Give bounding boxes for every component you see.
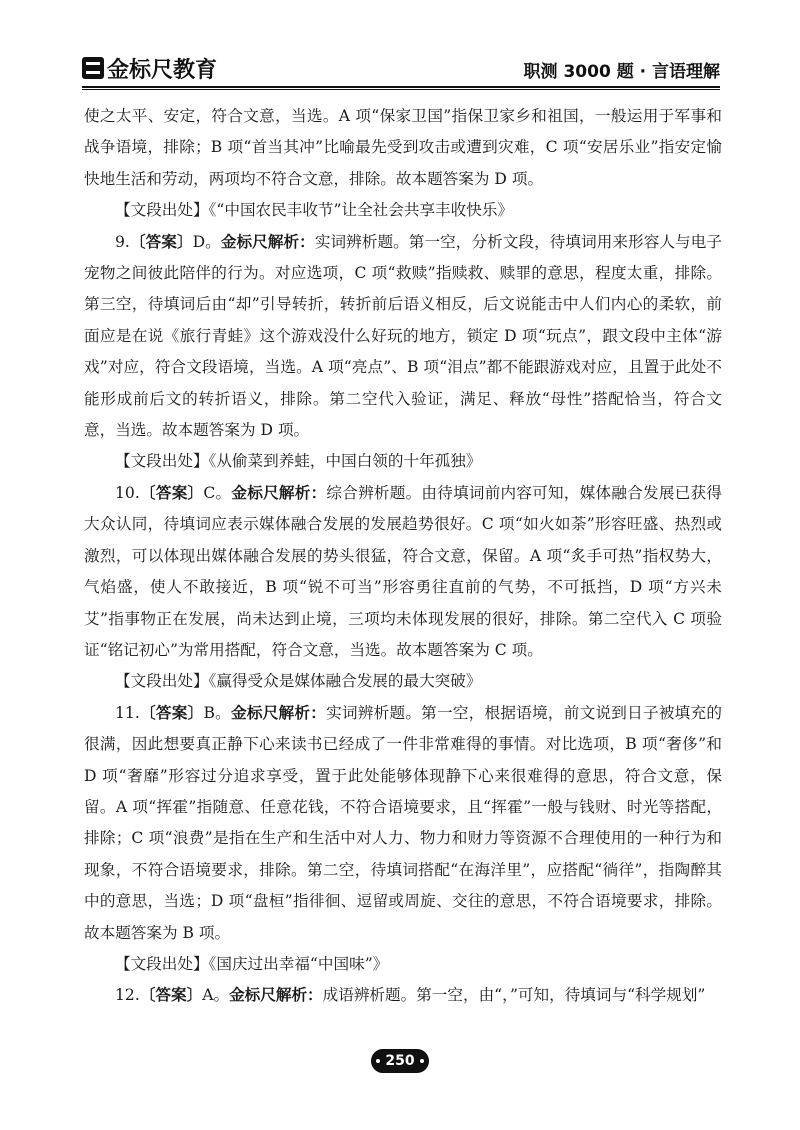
question-12-explanation xyxy=(84,980,722,1011)
analysis-label: 金标尺解析： xyxy=(231,483,327,502)
paragraph-continued: 使之太平、安定，符合文意，当选。A 项“保家卫国”指保卫家乡和祖国，一般运用于军事和战争语境，排除；B 项“首当其冲”比喻最先受到攻击或遭到灾难，C 项“安居乐业”指安定愉快地生活和劳动，两项均不符合文意，排除。故本题答案为 D 项。 xyxy=(84,107,722,188)
question-9-explanation xyxy=(84,227,722,447)
analysis-text: 实词辨析题。第一空，分析文段，待填词用来形容人与电子宠物之间彼此陪伴的行为。对应选项，C 项“救赎”指赎救、赎罪的意思，程度太重，排除。第三空，待填词后由“却”引导转折，转折前后语义相反，后文说能击中人们内心的柔软，前面应是在说《旅行青蛙》这个游戏没什么好玩的地方，锁定 D 项“玩点”，跟文段中主体“游戏”对应，符合文段语境，当选。A 项“亮点”、B 项“泪点”都不能跟游戏对应，且置于此处不能形成前后文的转折语义，排除。第二空代入验证，满足、释放“母性”搭配恰当，符合文意，当选。故本题答案为 D 项。 xyxy=(84,232,722,440)
question-11-explanation xyxy=(84,698,722,949)
source-title: 《国庆过出幸福“中国味”》 xyxy=(208,954,389,973)
answer-label: 〔答案〕 xyxy=(139,986,203,1005)
header-rule xyxy=(82,86,720,88)
analysis-label: 金标尺解析： xyxy=(231,703,327,722)
answer-value: D。 xyxy=(192,232,221,251)
analysis-label: 金标尺解析： xyxy=(229,986,323,1005)
analysis-text: 成语辨析题。第一空，由“，”可知，待填词与“科学规划” xyxy=(322,986,706,1005)
source-line xyxy=(84,949,722,980)
answer-value: B。 xyxy=(203,703,232,722)
question-number: 11. xyxy=(115,703,140,722)
source-title: 《赢得受众是媒体融合发展的最大突破》 xyxy=(208,672,482,691)
source-label: 【文段出处】 xyxy=(115,672,209,691)
source-line xyxy=(84,666,722,697)
brand-name: 金标尺教育 xyxy=(107,57,218,83)
header-rule-thin xyxy=(82,89,720,90)
answer-value: C。 xyxy=(203,483,232,502)
question-10-explanation xyxy=(84,478,722,666)
source-title: 《从偷菜到养蛙，中国白领的十年孤独》 xyxy=(208,452,482,471)
page-number: 250 xyxy=(371,1049,429,1073)
analysis-text: 综合辨析题。由待填词前内容可知，媒体融合发展已获得大众认同，待填词应表示媒体融合发展的发展趋势很好。C 项“如火如荼”形容旺盛、热烈或激烈，可以体现出媒体融合发展的势头很猛，符合文意，保留。A 项“炙手可热”指权势大，气焰盛，使人不敢接近，B 项“锐不可当”形容勇往直前的气势，不可抵挡，D 项“方兴未艾”指事物正在发展，尚未达到止境，三项均未体现发展的很好，排除。第二空代入 C 项验证“铭记初心”为常用搭配，符合文意，当选。故本题答案为 C 项。 xyxy=(84,483,722,659)
source-line xyxy=(84,195,722,226)
brand-logo xyxy=(82,55,217,81)
question-number: 12. xyxy=(115,986,140,1005)
source-label: 【文段出处】 xyxy=(115,954,209,973)
brand-mark-icon xyxy=(82,57,104,79)
analysis-label: 金标尺解析： xyxy=(220,232,315,251)
source-label: 【文段出处】 xyxy=(115,201,209,220)
answer-label: 〔答案〕 xyxy=(129,232,193,251)
book-title: 职测 3000 题 · 言语理解 xyxy=(523,62,720,82)
page-body xyxy=(84,101,722,1012)
answer-value: A。 xyxy=(202,986,230,1005)
source-title: 《“中国农民丰收节”让全社会共享丰收快乐》 xyxy=(208,201,514,220)
source-line xyxy=(84,446,722,477)
answer-label: 〔答案〕 xyxy=(139,703,204,722)
source-label: 【文段出处】 xyxy=(115,452,209,471)
answer-label: 〔答案〕 xyxy=(139,483,204,502)
question-number: 10. xyxy=(115,483,140,502)
page-header xyxy=(0,0,800,92)
analysis-text: 实词辨析题。第一空，根据语境，前文说到日子被填充的很满，因此想要真正静下心来读书已经成了一件非常难得的事情。对比选项，B 项“奢侈”和 D 项“奢靡”形容过分追求享受，置于此处能够体现静下心来很难得的意思，符合文意，保留。A 项“挥霍”指随意、任意花钱，不符合语境要求，且“挥霍”一般与钱财、时光等搭配，排除；C 项“浪费”是指在生产和生活中对人力、物力和财力等资源不合理使用的一种行为和现象，不符合语境要求，排除。第二空，待填词搭配“在海洋里”，应搭配“徜徉”，指陶醉其中的意思，当选；D 项“盘桓”指徘徊、逗留或周旋、交往的意思，不符合语境要求，排除。故本题答案为 B 项。 xyxy=(84,703,722,942)
question-number: 9. xyxy=(115,232,130,251)
